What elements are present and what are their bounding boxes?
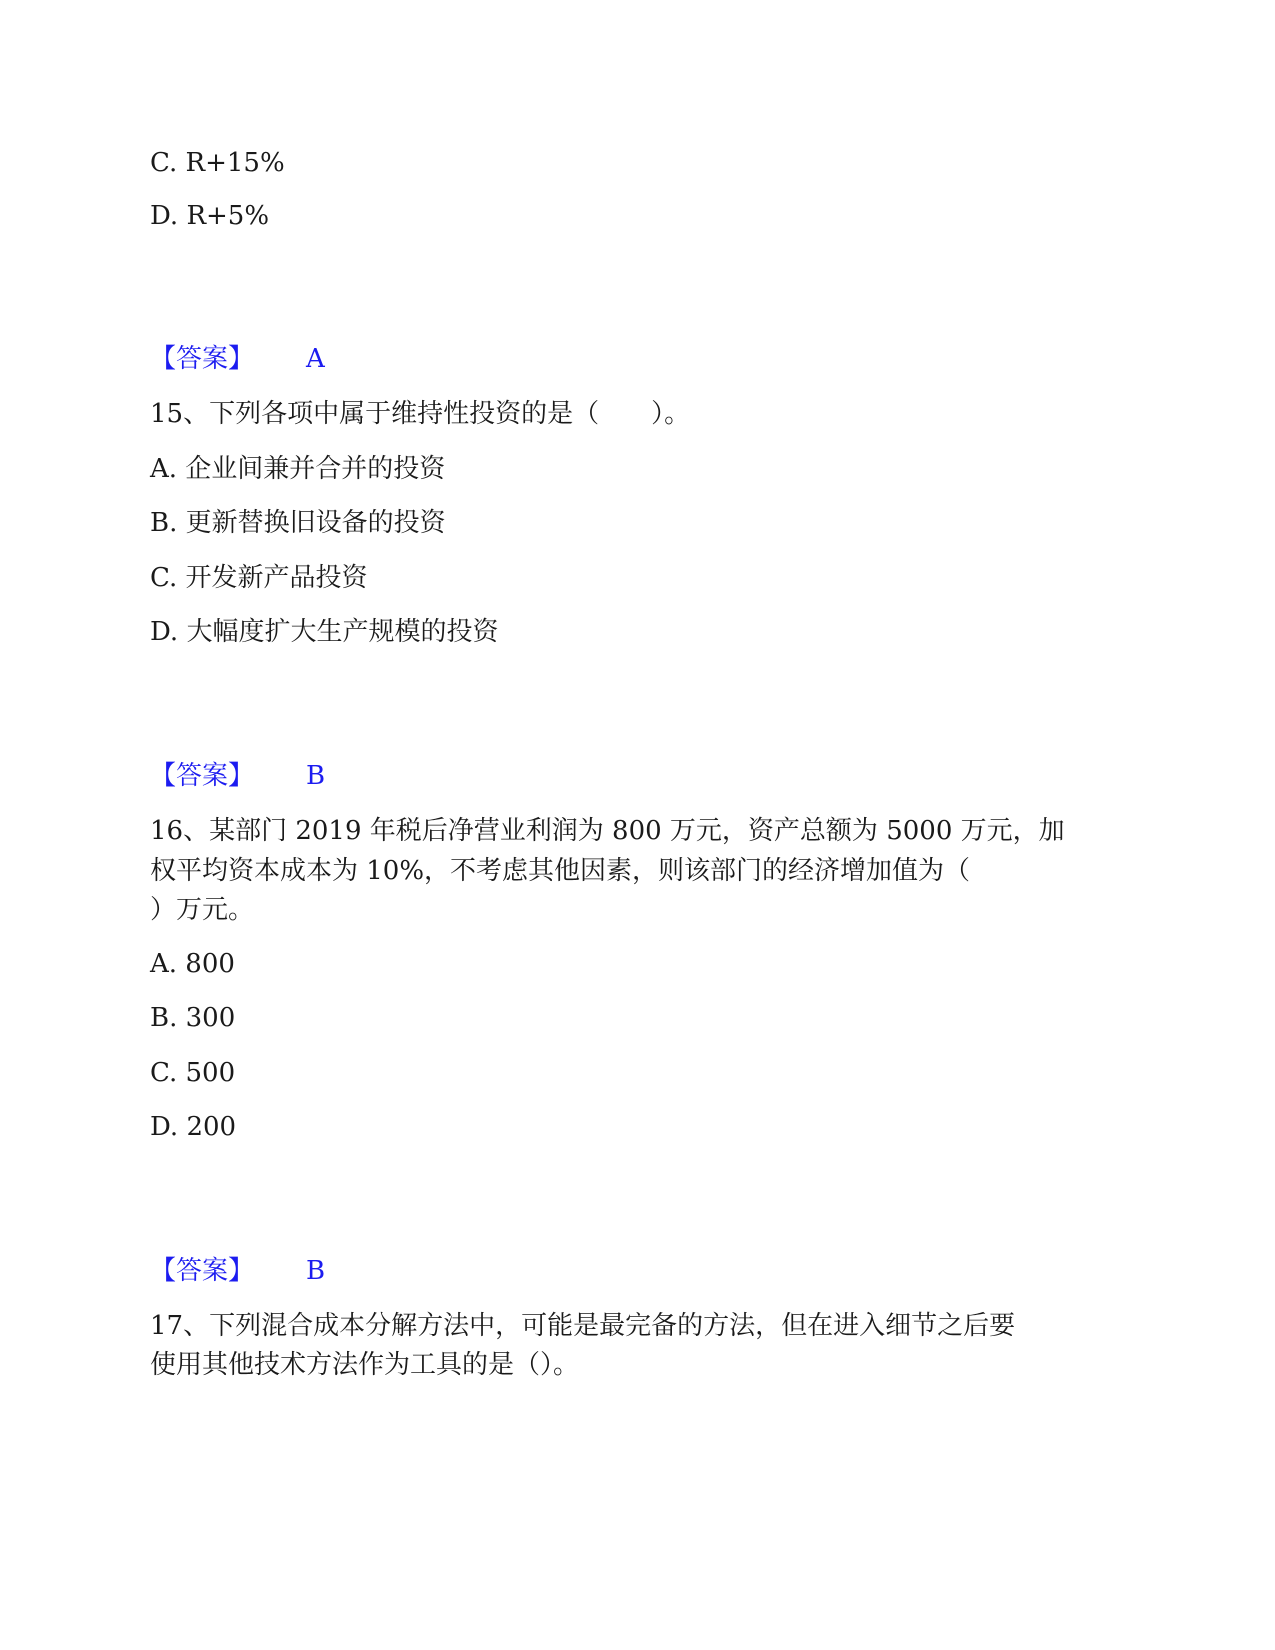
answer-label: 【答案】 (150, 1256, 255, 1286)
option-c-prev: C. R+15% (150, 148, 285, 178)
answer-value: B (306, 761, 326, 791)
answer-row-prev (150, 339, 325, 379)
question-15-option-a: A. 企业间兼并合并的投资 (150, 454, 446, 484)
question-17-stem-line-1: 17、下列混合成本分解方法中，可能是最完备的方法，但在进入细节之后要 (150, 1311, 1016, 1341)
answer-label: 【答案】 (150, 344, 255, 374)
question-17-stem-line-2: 使用其他技术方法作为工具的是（）。 (150, 1350, 580, 1380)
answer-row-16 (150, 1251, 325, 1291)
question-15-stem: 15、下列各项中属于维持性投资的是（ ）。 (150, 399, 691, 429)
answer-row-15 (150, 756, 325, 796)
question-16-stem-line-1: 16、某部门 2019 年税后净营业利润为 800 万元，资产总额为 5000 万元，加 (150, 816, 1065, 846)
question-16-option-c: C. 500 (150, 1058, 236, 1088)
answer-value: B (306, 1256, 326, 1286)
option-d-prev: D. R+5% (150, 201, 270, 231)
question-16-stem-line-3: ）万元。 (150, 895, 255, 925)
question-16-stem-line-2: 权平均资本成本为 10%，不考虑其他因素，则该部门的经济增加值为（ (150, 856, 971, 886)
question-15-option-c: C. 开发新产品投资 (150, 563, 368, 593)
question-16-option-a: A. 800 (150, 949, 235, 979)
answer-label: 【答案】 (150, 761, 255, 791)
question-15-option-b: B. 更新替换旧设备的投资 (150, 508, 446, 538)
question-16-option-b: B. 300 (150, 1003, 236, 1033)
question-16-option-d: D. 200 (150, 1112, 237, 1142)
answer-value: A (306, 344, 325, 374)
question-15-option-d: D. 大幅度扩大生产规模的投资 (150, 617, 499, 647)
